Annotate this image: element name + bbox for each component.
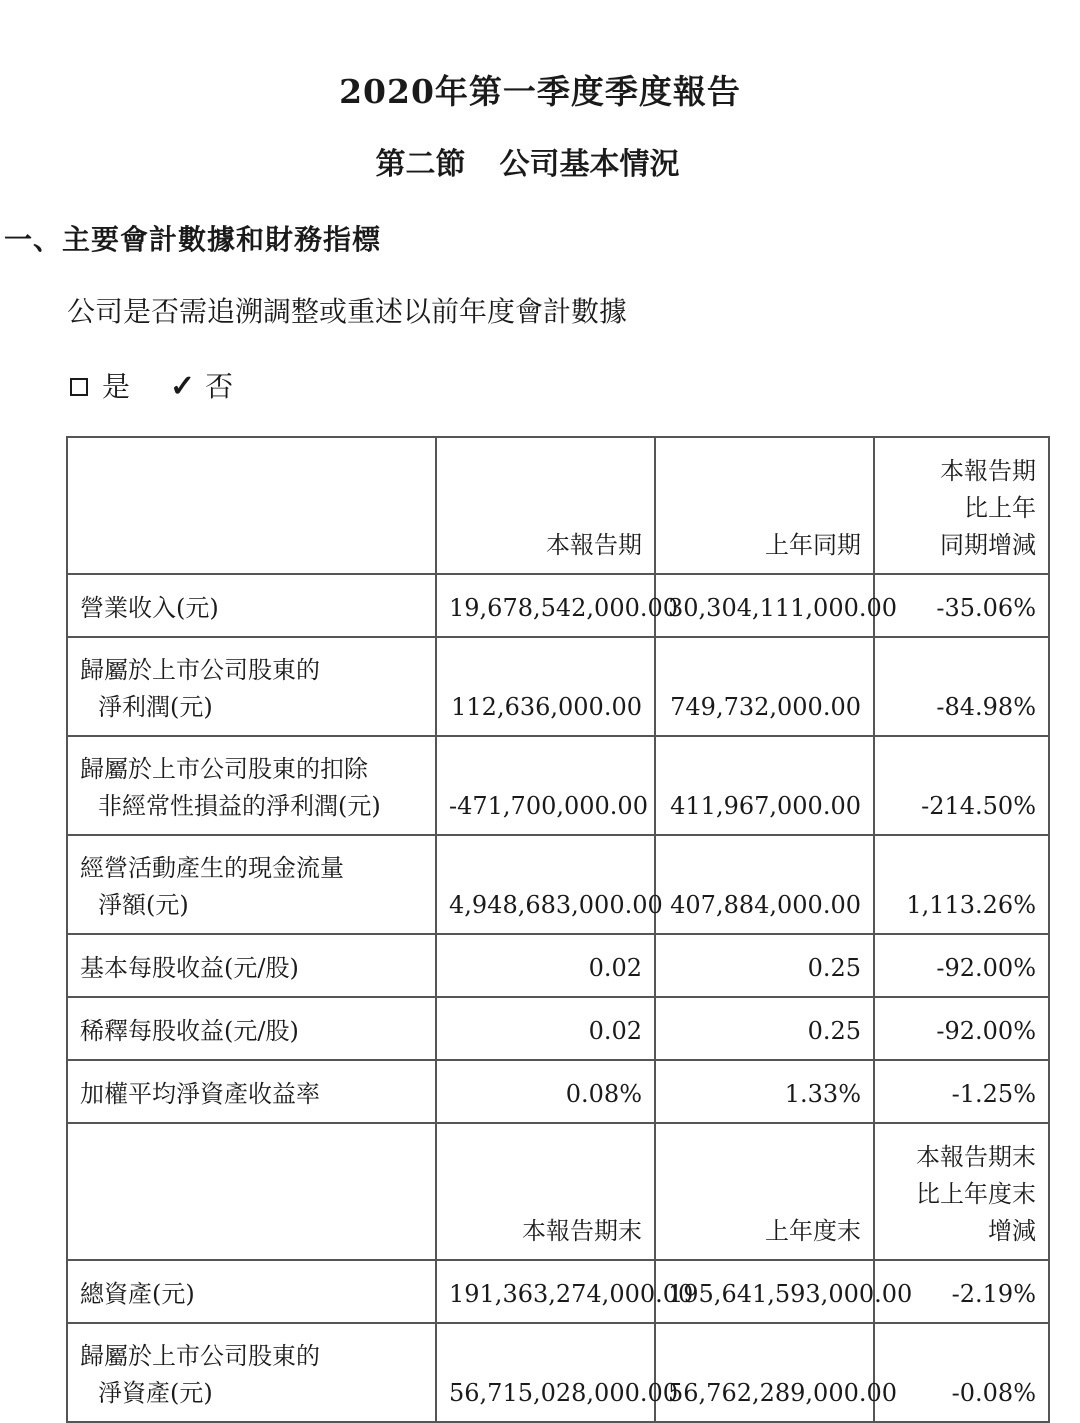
header-change: [874, 437, 1049, 574]
header-blank-cell: [67, 1123, 436, 1260]
checkmark-icon[interactable]: ✓: [170, 369, 196, 404]
row-label: [67, 1260, 436, 1323]
table-row: [67, 574, 1049, 637]
table-header-period: [67, 437, 1049, 574]
row-label-line1: 歸屬於上市公司股東的: [80, 656, 320, 684]
yes-checkbox[interactable]: [70, 378, 88, 396]
row-label: [67, 835, 436, 934]
table-row: [67, 1260, 1049, 1323]
row-label: [67, 574, 436, 637]
current-value: 19,678,542,000.00: [436, 574, 655, 637]
change-value: -214.50%: [874, 736, 1049, 835]
report-title: 2020年第一季度季度報告: [339, 72, 741, 111]
subsection-heading: 一、主要會計數據和財務指標: [4, 223, 382, 256]
row-label-line1: 基本每股收益(元/股): [80, 954, 299, 982]
restatement-question: 公司是否需追溯調整或重述以前年度會計數據: [67, 295, 628, 328]
header-change: [874, 1123, 1049, 1260]
table-row: [67, 997, 1049, 1060]
row-label: [67, 736, 436, 835]
row-label: [67, 637, 436, 736]
current-value: 0.08%: [436, 1060, 655, 1123]
current-value: 56,715,028,000.00: [436, 1323, 655, 1422]
prior-value: 56,762,289,000.00: [655, 1323, 874, 1422]
table-header-period-end: [67, 1123, 1049, 1260]
answer-options: [70, 367, 233, 407]
current-value: 191,363,274,000.00: [436, 1260, 655, 1323]
prior-value: 411,967,000.00: [655, 736, 874, 835]
row-label-line1: 歸屬於上市公司股東的扣除: [80, 755, 368, 783]
no-label: 否: [205, 370, 234, 403]
prior-value: 0.25: [655, 997, 874, 1060]
change-value: -2.19%: [874, 1260, 1049, 1323]
row-label-line1: 歸屬於上市公司股東的: [80, 1342, 320, 1370]
header-prior-period: 上年同期: [655, 437, 874, 574]
row-label: [67, 934, 436, 997]
prior-value: 0.25: [655, 934, 874, 997]
row-label-line1: 總資產(元): [80, 1280, 195, 1308]
header-change-line1: 本報告期: [940, 457, 1036, 485]
header-change-line2: 比上年: [964, 494, 1036, 522]
change-value: -35.06%: [874, 574, 1049, 637]
section-name: 公司基本情況: [499, 147, 680, 182]
current-value: 0.02: [436, 997, 655, 1060]
row-label-line2: 非經常性損益的淨利潤(元): [98, 792, 381, 820]
change-value: -84.98%: [874, 637, 1049, 736]
header-current-period: 本報告期: [436, 437, 655, 574]
row-label-line2: 淨資產(元): [98, 1379, 213, 1407]
row-label-line1: 經營活動產生的現金流量: [80, 854, 344, 882]
prior-value: 407,884,000.00: [655, 835, 874, 934]
financial-indicators-table: [66, 436, 1050, 1423]
header-change-line3: 同期增減: [940, 531, 1036, 559]
current-value: 0.02: [436, 934, 655, 997]
header-blank-cell: [67, 437, 436, 574]
table-row: [67, 1060, 1049, 1123]
header-change-line1: 本報告期末: [916, 1143, 1036, 1171]
prior-value: 749,732,000.00: [655, 637, 874, 736]
current-value: 112,636,000.00: [436, 637, 655, 736]
row-label: [67, 1060, 436, 1123]
header-change-line2: 比上年度末: [916, 1180, 1036, 1208]
change-value: -0.08%: [874, 1323, 1049, 1422]
row-label-line1: 加權平均淨資產收益率: [80, 1080, 320, 1108]
current-value: 4,948,683,000.00: [436, 835, 655, 934]
table-row: [67, 934, 1049, 997]
section-number: 第二節: [375, 147, 466, 182]
row-label-line2: 淨額(元): [98, 891, 189, 919]
change-value: 1,113.26%: [874, 835, 1049, 934]
section-title: [0, 144, 1055, 186]
prior-value: 30,304,111,000.00: [655, 574, 874, 637]
header-change-line3: 增減: [988, 1217, 1036, 1245]
row-label: [67, 1323, 436, 1422]
table-row: [67, 835, 1049, 934]
table-row: [67, 736, 1049, 835]
table-row: [67, 637, 1049, 736]
row-label: [67, 997, 436, 1060]
yes-label: 是: [102, 370, 131, 403]
change-value: -92.00%: [874, 934, 1049, 997]
current-value: -471,700,000.00: [436, 736, 655, 835]
row-label-line1: 稀釋每股收益(元/股): [80, 1017, 299, 1045]
header-current-period-end: 本報告期末: [436, 1123, 655, 1260]
change-value: -1.25%: [874, 1060, 1049, 1123]
row-label-line2: 淨利潤(元): [98, 693, 213, 721]
prior-value: 195,641,593,000.00: [655, 1260, 874, 1323]
prior-value: 1.33%: [655, 1060, 874, 1123]
header-prior-year-end: 上年度末: [655, 1123, 874, 1260]
table-row: [67, 1323, 1049, 1422]
change-value: -92.00%: [874, 997, 1049, 1060]
row-label-line1: 營業收入(元): [80, 594, 219, 622]
